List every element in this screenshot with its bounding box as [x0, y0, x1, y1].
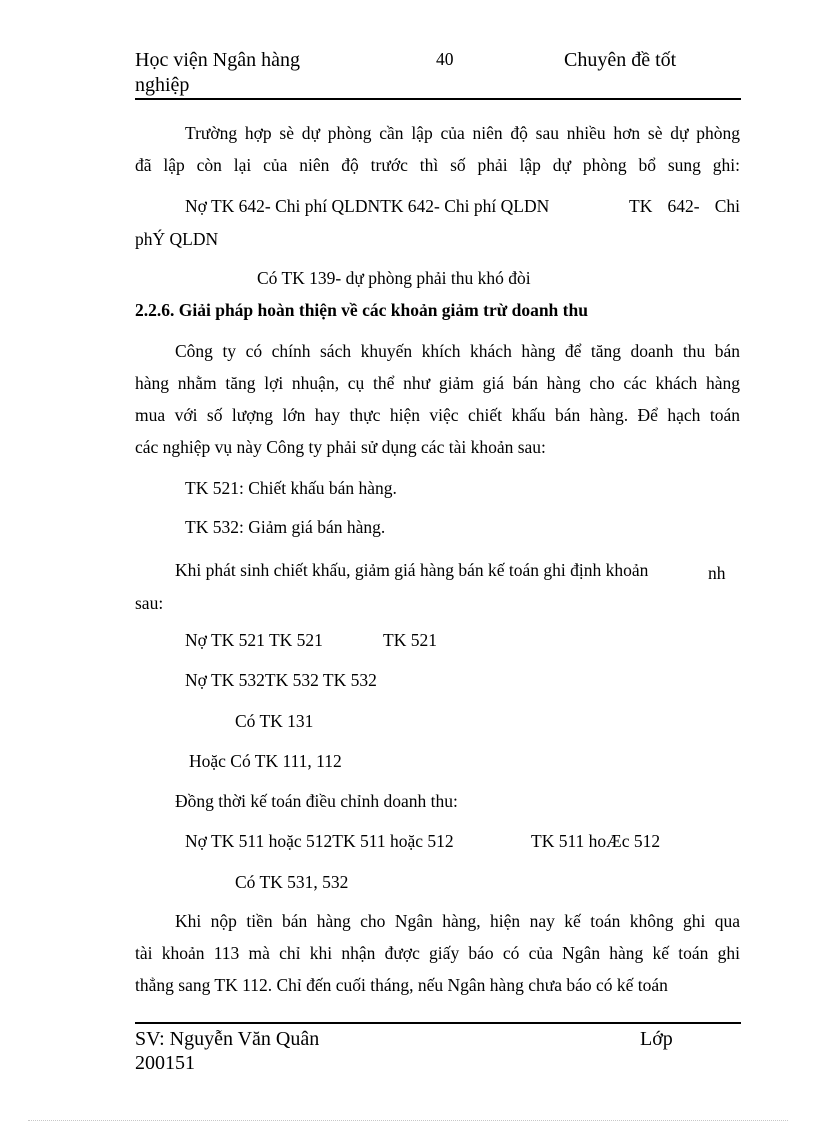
journal-entry: Có TK 139- dự phòng phải thu khó đòi	[257, 268, 531, 288]
footer-student: SV: Nguyễn Văn Quân	[135, 1028, 320, 1050]
journal-entry: phÝ QLDN	[135, 229, 219, 249]
paragraph-line: sau:	[135, 593, 164, 613]
paragraph-line: tài khoản 113 mà chỉ khi nhận được giấy báo có của Ngân hàng kế toán ghi	[135, 943, 740, 963]
journal-entry: Có TK 531, 532	[235, 872, 349, 892]
paragraph-line: hàng nhằm tăng lợi nhuận, cụ thể như giảm giá bán hàng cho các khách hàng	[135, 373, 740, 393]
paragraph-line: Đồng thời kế toán điều chỉnh doanh thu:	[175, 791, 458, 811]
footer-student-id: 200151	[135, 1052, 195, 1074]
account-item: TK 532: Giảm giá bán hàng.	[185, 517, 386, 537]
header-school-cont: nghiệp	[135, 74, 190, 96]
page-number: 40	[436, 49, 454, 69]
account-item: TK 521: Chiết khấu bán hàng.	[185, 478, 397, 498]
page-edge-divider	[28, 1120, 788, 1121]
footer-class: Lớp	[640, 1028, 673, 1050]
paragraph-line: đã lập còn lại của niên độ trước thì số phải lập dự phòng bổ sung ghi:	[135, 155, 740, 175]
paragraph-line: mua với số lượng lớn hay thực hiện việc chiết khấu bán hàng. Để hạch toán	[135, 405, 740, 425]
paragraph-line: Khi phát sinh chiết khấu, giảm giá hàng bán kế toán ghi định khoản	[175, 560, 649, 580]
journal-entry: Nợ TK 511 hoặc 512TK 511 hoặc 512	[185, 831, 454, 851]
paragraph-line: thẳng sang TK 112. Chỉ đến cuối tháng, nếu Ngân hàng chưa báo có kế toán	[135, 975, 668, 995]
paragraph-line: Khi nộp tiền bán hàng cho Ngân hàng, hiện nay kế toán không ghi qua	[175, 911, 740, 931]
journal-entry: Hoặc Có TK 111, 112	[189, 751, 342, 771]
header-rule	[135, 98, 741, 100]
paragraph-line: Trường hợp sè dự phòng cần lập của niên độ sau nhiều hơn sè dự phòng	[185, 123, 740, 143]
paragraph-line: nh	[708, 563, 726, 583]
journal-entry: Nợ TK 642- Chi phí QLDNTK 642- Chi phí QLDN	[185, 196, 550, 216]
journal-entry: TK 511 hoÆc 512	[531, 831, 661, 851]
paragraph-line: các nghiệp vụ này Công ty phải sử dụng các tài khoản sau:	[135, 437, 546, 457]
header-school: Học viện Ngân hàng	[135, 49, 300, 71]
journal-entry: TK 521	[383, 630, 437, 650]
paragraph-line: Công ty có chính sách khuyến khích khách hàng để tăng doanh thu bán	[175, 341, 740, 361]
journal-entry: Nợ TK 521 TK 521	[185, 630, 323, 650]
section-heading: 2.2.6. Giải pháp hoàn thiện về các khoản giảm trừ doanh thu	[135, 300, 588, 320]
journal-entry: TK 642- Chi	[629, 196, 740, 216]
footer-rule	[135, 1022, 741, 1024]
journal-entry: Nợ TK 532TK 532 TK 532	[185, 670, 377, 690]
journal-entry: Có TK 131	[235, 711, 314, 731]
header-topic: Chuyên đề tốt	[564, 49, 677, 71]
